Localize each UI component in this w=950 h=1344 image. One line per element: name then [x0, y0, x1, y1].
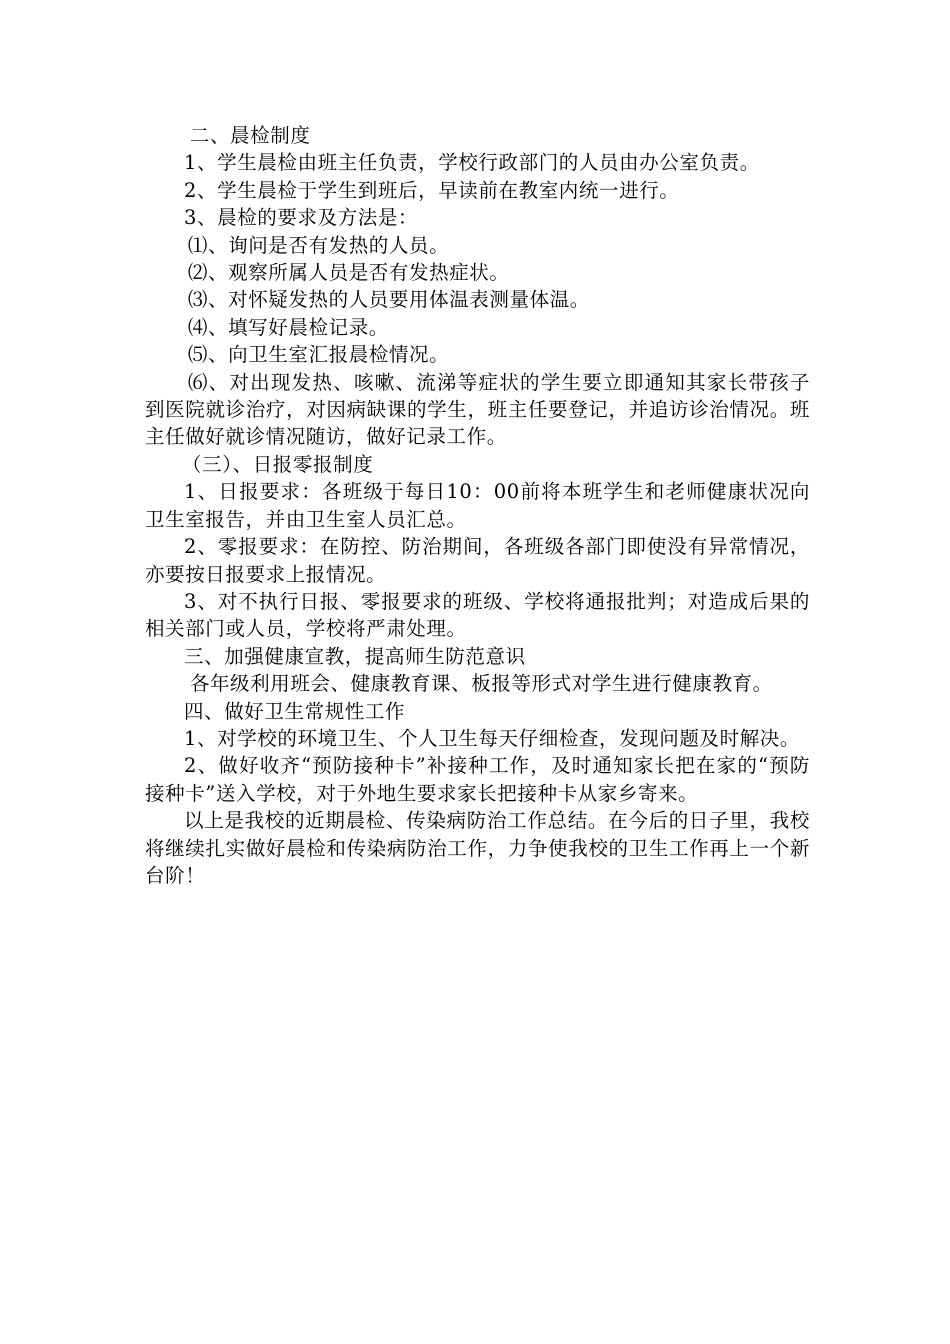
list-item: ⑸、向卫生室汇报晨检情况。 [187, 343, 450, 367]
section-heading-hygiene-work: 四、做好卫生常规性工作 [184, 699, 406, 723]
conclusion-paragraph: 以上是我校的近期晨检、传染病防治工作总结。在今后的日子里，我校将继续扎实做好晨检和传染病防治工作，力争使我校的卫生工作再上一个新台阶！ [145, 809, 810, 887]
section-heading-daily-report: （三）、日报零报制度 [182, 452, 374, 476]
paragraph: 3、对不执行日报、零报要求的班级、学校将通报批判；对造成后果的相关部门或人员，学校将严肃处理。 [145, 589, 810, 641]
section-heading-morning-check: 二、晨检制度 [189, 124, 311, 147]
paragraph: 3、晨检的要求及方法是： [184, 206, 419, 230]
section-heading-health-education: 三、加强健康宣教，提高师生防范意识 [184, 644, 526, 668]
paragraph: 2、做好收齐“预防接种卡”补接种工作，及时通知家长把在家的“预防接种卡”送入学校，对于外地生要求家长把接种卡从家乡寄来。 [145, 754, 810, 805]
list-item: ⑷、填写好晨检记录。 [187, 315, 389, 339]
paragraph: 1、学生晨检由班主任负责，学校行政部门的人员由办公室负责。 [184, 151, 760, 175]
list-item: ⑵、观察所属人员是否有发热症状。 [187, 261, 510, 285]
paragraph: 1、日报要求：各班级于每日10：00前将本班学生和老师健康状况向卫生室报告，并由卫生室人员汇总。 [145, 480, 810, 531]
paragraph: 2、零报要求：在防控、防治期间，各班级各部门即使没有异常情况，亦要按日报要求上报情况。 [145, 535, 810, 586]
document-body [145, 122, 810, 889]
paragraph: 2、学生晨检于学生到班后，早读前在教室内统一进行。 [184, 178, 680, 202]
list-item: ⑴、询问是否有发热的人员。 [187, 233, 450, 257]
paragraph: 各年级利用班会、健康教育课、板报等形式对学生进行健康教育。 [189, 672, 773, 696]
list-item: ⑹、对出现发热、咳嗽、流涕等症状的学生要立即通知其家长带孩子到医院就诊治疗，对因病缺课的学生，班主任要登记，并追访诊治情况。班主任做好就诊情况随访，做好记录工作。 [145, 370, 810, 449]
paragraph: 1、对学校的环境卫生、个人卫生每天仔细检查，发现问题及时解决。 [184, 726, 801, 750]
list-item: ⑶、对怀疑发热的人员要用体温表测量体温。 [187, 288, 590, 312]
